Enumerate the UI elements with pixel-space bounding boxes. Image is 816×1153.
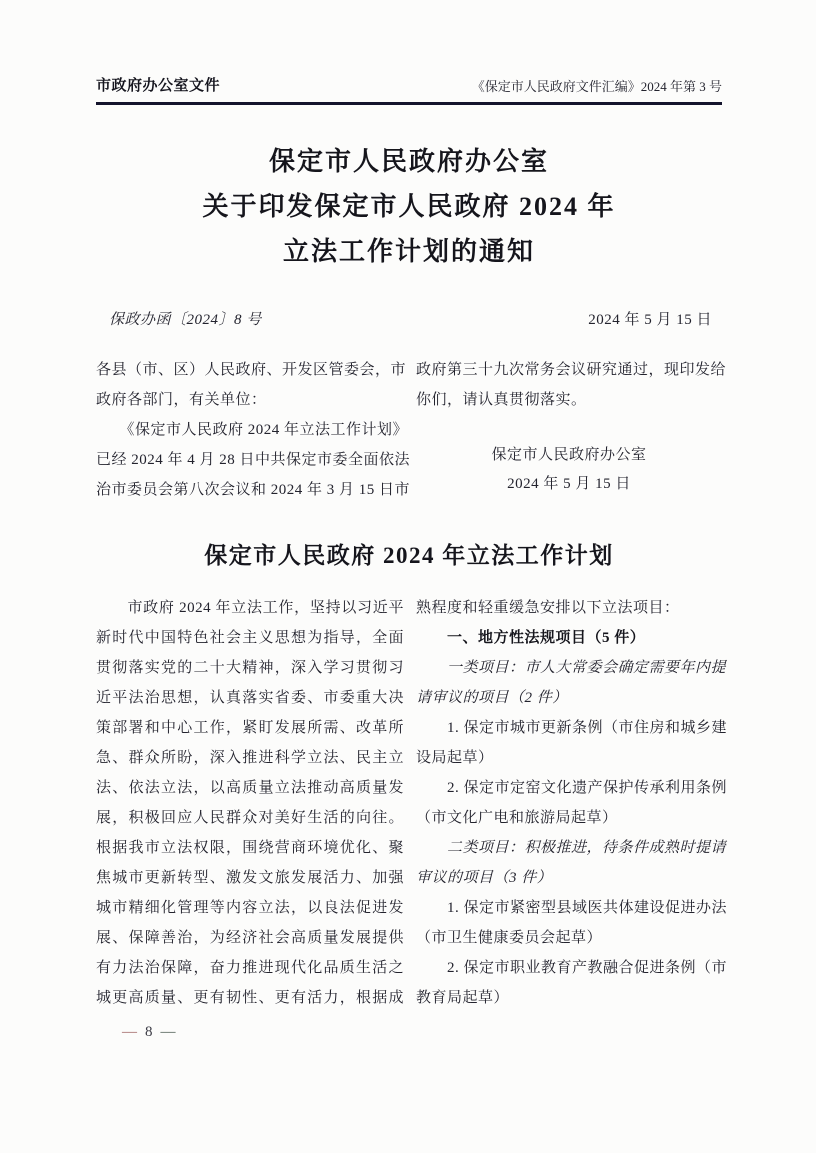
signature: 保定市人民政府办公室 bbox=[491, 447, 647, 463]
text-line: 新时代中国特色社会主义思想为指导，全面 bbox=[96, 630, 404, 646]
text-line: 展、保障善治，为经济社会高质量发展提供 bbox=[96, 930, 404, 946]
doc-date: 2024 年 5 月 15 日 bbox=[588, 312, 712, 328]
text-line: 急、群众所盼，深入推进科学立法、民主立 bbox=[96, 750, 404, 766]
signature-date: 2024 年 5 月 15 日 bbox=[507, 476, 631, 492]
document-title-line: 关于印发保定市人民政府 2024 年 bbox=[202, 192, 616, 221]
document-meta-row bbox=[96, 308, 722, 329]
header-office-label: 市政府办公室文件 bbox=[96, 77, 221, 94]
text-line: 1. 保定市紧密型县域医共体建设促进办法 bbox=[416, 900, 728, 916]
document-content bbox=[0, 74, 816, 1043]
notice-left-column bbox=[96, 355, 411, 505]
doc-number: 保政办函〔2024〕8 号 bbox=[109, 312, 262, 328]
text-line: 有力法治保障，奋力推进现代化品质生活之 bbox=[96, 960, 404, 976]
text-line: 贯彻落实党的二十大精神，深入学习贯彻习 bbox=[96, 660, 404, 676]
plan-body bbox=[96, 593, 728, 1013]
text-line: 政府各部门，有关单位： bbox=[96, 392, 267, 408]
page-number-dash-right: — bbox=[160, 1024, 176, 1040]
header-compilation-label: 《保定市人民政府文件汇编》2024 年第 3 号 bbox=[471, 79, 722, 94]
text-line: 你们，请认真贯彻落实。 bbox=[416, 392, 587, 408]
text-line: 审议的项目（3 件） bbox=[416, 870, 553, 886]
text-line: 展，积极回应人民群众对美好生活的向往。 bbox=[96, 810, 404, 826]
text-line: 策部署和中心工作，紧盯发展所需、改革所 bbox=[96, 720, 404, 736]
signature-block bbox=[416, 441, 722, 499]
text-line: 治市委员会第八次会议和 2024 年 3 月 15 日市 bbox=[96, 482, 411, 498]
text-line: 教育局起草） bbox=[416, 990, 510, 1006]
document-header bbox=[96, 74, 722, 105]
text-line: 2. 保定市职业教育产教融合促进条例（市 bbox=[416, 960, 728, 976]
notice-right-column bbox=[416, 355, 727, 505]
text-line: （市文化广电和旅游局起草） bbox=[416, 810, 618, 826]
text-line: 政府第三十九次常务会议研究通过，现印发给 bbox=[416, 362, 727, 378]
notice-right-lines bbox=[416, 355, 727, 415]
page-number-value: 8 bbox=[145, 1024, 153, 1040]
page-number bbox=[122, 1021, 722, 1043]
plan-section-title: 保定市人民政府 2024 年立法工作计划 bbox=[204, 543, 614, 568]
text-line: 法、依法立法，以高质量立法推动高质量发 bbox=[96, 780, 404, 796]
text-line: 一、地方性法规项目（5 件） bbox=[416, 630, 646, 646]
text-line: 设局起草） bbox=[416, 750, 494, 766]
page-number-dash-left: — bbox=[122, 1024, 137, 1040]
text-line: 城更高质量、更有韧性、更有活力，根据成 bbox=[96, 990, 404, 1006]
text-line: 市政府 2024 年立法工作，坚持以习近平 bbox=[96, 600, 404, 616]
document-title-line: 立法工作计划的通知 bbox=[282, 237, 535, 266]
plan-right-column bbox=[416, 593, 728, 1013]
notice-body bbox=[96, 355, 727, 505]
text-line: 《保定市人民政府 2024 年立法工作计划》 bbox=[96, 422, 409, 438]
text-line: 1. 保定市城市更新条例（市住房和城乡建 bbox=[416, 720, 728, 736]
plan-left-column bbox=[96, 593, 404, 1013]
text-line: 请审议的项目（2 件） bbox=[416, 690, 568, 706]
text-line: 一类项目：市人大常委会确定需要年内提 bbox=[416, 660, 727, 676]
text-line: 根据我市立法权限，围绕营商环境优化、聚 bbox=[96, 840, 404, 856]
document-title-line: 保定市人民政府办公室 bbox=[268, 147, 549, 176]
text-line: 焦城市更新转型、激发文旅发展活力、加强 bbox=[96, 870, 404, 886]
text-line: （市卫生健康委员会起草） bbox=[416, 930, 603, 946]
text-line: 已经 2024 年 4 月 28 日中共保定市委全面依法 bbox=[96, 452, 411, 468]
text-line: 熟程度和轻重缓急安排以下立法项目： bbox=[416, 600, 680, 616]
text-line: 城市精细化管理等内容立法，以良法促进发 bbox=[96, 900, 404, 916]
document-title bbox=[96, 139, 722, 274]
text-line: 2. 保定市定窑文化遗产保护传承利用条例 bbox=[416, 780, 728, 796]
text-line: 近平法治思想，认真落实省委、市委重大决 bbox=[96, 690, 404, 706]
text-line: 各县（市、区）人民政府、开发区管委会，市 bbox=[96, 362, 407, 378]
text-line: 二类项目：积极推进，待条件成熟时提请 bbox=[416, 840, 727, 856]
